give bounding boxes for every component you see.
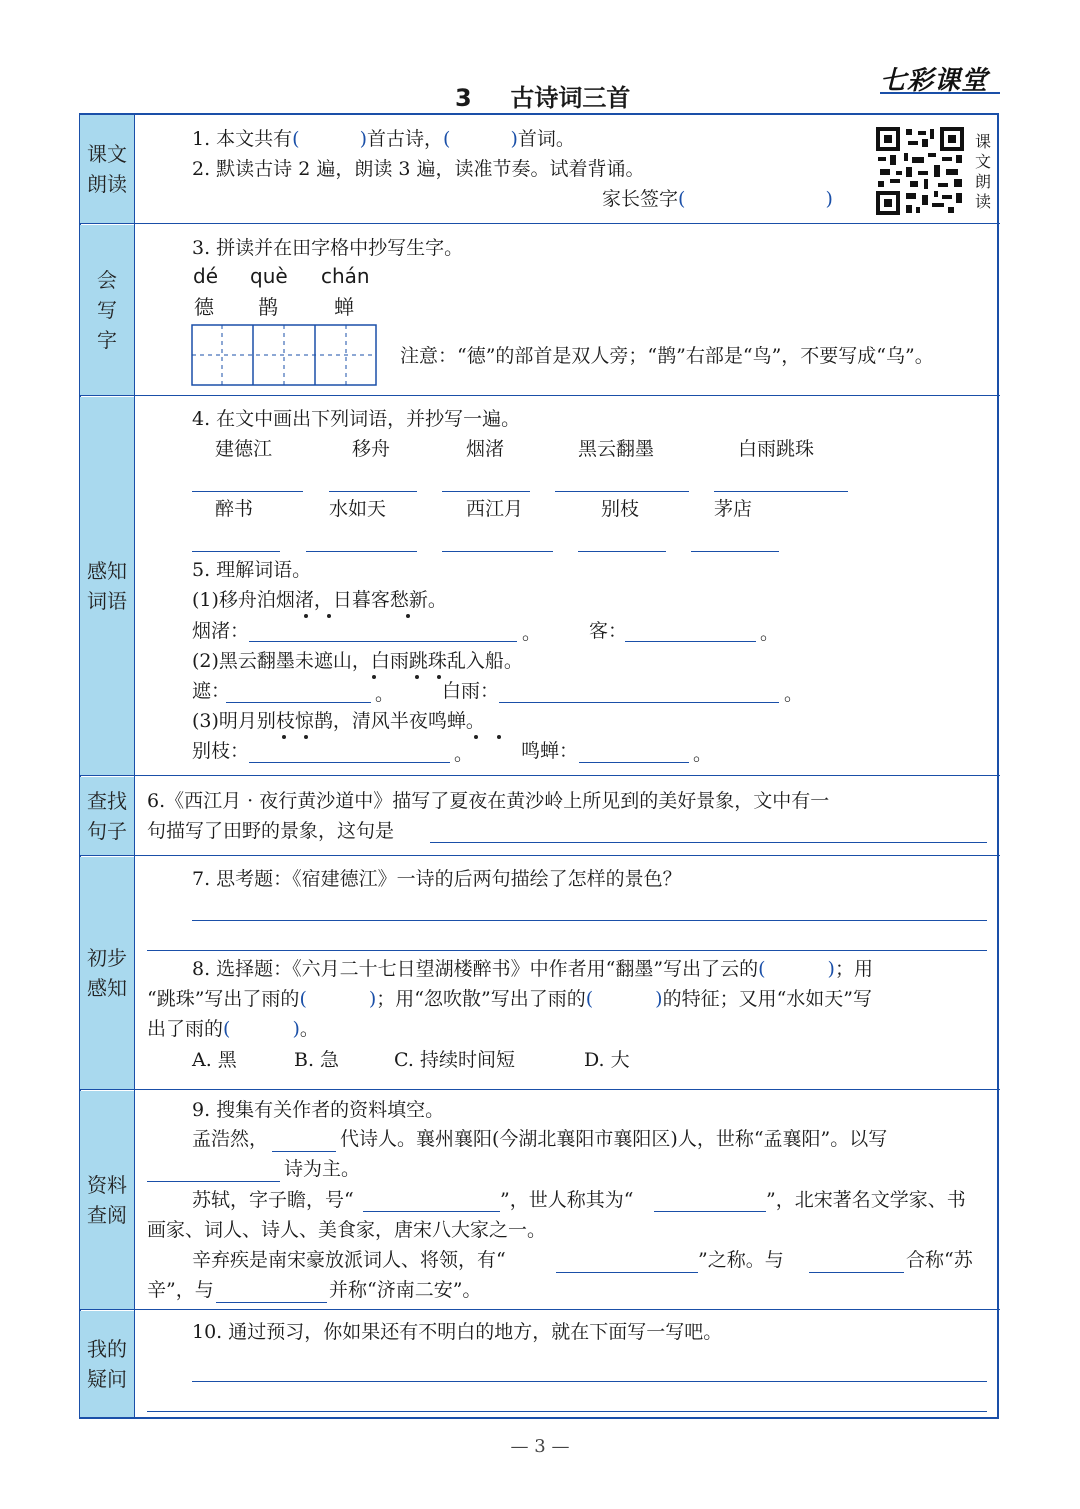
q9-line: 9. 搜集有关作者的资料填空。: [192, 1099, 445, 1121]
q8-line-2: “跳珠”写出了雨的( )；用“忽吹散”写出了雨的( )的特征；又用“水如天”写: [147, 988, 872, 1010]
answer-blank[interactable]: [249, 762, 450, 763]
answer-blank[interactable]: [216, 1302, 327, 1303]
answer-blank[interactable]: [499, 702, 779, 703]
q6-line-2: 句描写了田野的景象，这句是: [147, 820, 395, 842]
q8-line-3: 出了雨的( )。: [147, 1018, 319, 1040]
lesson-title: 古诗词三首: [510, 84, 631, 112]
answer-blank[interactable]: [226, 702, 371, 703]
section-label-perception: 初步 感知: [80, 857, 134, 1089]
copy-blank[interactable]: [555, 491, 689, 492]
emphasis-dot: [327, 614, 331, 618]
emphasis-dot: [304, 735, 308, 739]
word: 西江月: [466, 498, 524, 520]
emphasis-dot: [282, 735, 286, 739]
word: 黑云翻墨: [578, 438, 655, 460]
tianzige-grid[interactable]: [191, 324, 377, 386]
q9-xin-2b: 并称“济南二安”。: [329, 1279, 482, 1301]
q9-meng-1a: 孟浩然，: [192, 1128, 269, 1150]
q4-line: 4. 在文中画出下列词语，并抄写一遍。: [192, 408, 521, 430]
page-title: [455, 78, 630, 113]
parent-signature-line[interactable]: 家长签字( ): [602, 188, 833, 210]
divider: [80, 1089, 1000, 1090]
lesson-number: 3: [455, 84, 472, 112]
word: 水如天: [329, 498, 387, 520]
page-number: — 3 —: [510, 1436, 570, 1457]
q8-option-c[interactable]: C. 持续时间短: [394, 1049, 515, 1071]
copy-blank[interactable]: [442, 491, 530, 492]
copy-blank[interactable]: [329, 491, 417, 492]
q5-label: 客：: [589, 620, 628, 642]
copy-blank[interactable]: [578, 551, 666, 552]
q5-label: 鸣蝉：: [521, 740, 579, 762]
word: 烟渚: [466, 438, 505, 460]
answer-line[interactable]: [147, 950, 987, 951]
q5-label: 别枝：: [192, 740, 250, 762]
copy-blank[interactable]: [714, 491, 848, 492]
q8-line-1: 8. 选择题：《六月二十七日望湖楼醉书》中作者用“翻墨”写出了云的( )；用: [192, 958, 873, 980]
q1-line: 1. 本文共有( )首古诗，( )首词。: [192, 128, 575, 150]
copy-blank[interactable]: [192, 491, 303, 492]
word: 茅店: [714, 498, 753, 520]
brand-text: 七彩课堂: [880, 66, 989, 96]
q8-option-b[interactable]: B. 急: [294, 1049, 340, 1071]
emphasis-dot: [415, 675, 419, 679]
copy-blank[interactable]: [306, 551, 417, 552]
divider: [80, 1309, 1000, 1310]
answer-line[interactable]: [192, 920, 987, 921]
answer-blank[interactable]: [272, 1151, 336, 1152]
q7-line: 7. 思考题：《宿建德江》一诗的后两句描绘了怎样的景色？: [192, 868, 682, 890]
q5-sentence-1: (1)移舟泊烟渚，日暮客愁新。: [192, 589, 447, 611]
q9-xin-2a: 辛”，与: [147, 1279, 214, 1301]
answer-line[interactable]: [192, 1381, 987, 1382]
answer-line[interactable]: [147, 1411, 987, 1412]
q5-period: 。: [760, 622, 780, 644]
pinyin-que: què: [250, 264, 288, 288]
label-column-divider: [134, 115, 135, 1417]
q9-su-1a: 苏轼，字子瞻，号“: [192, 1189, 354, 1211]
pinyin-de: dé: [193, 264, 218, 288]
q5-label: 遮：: [192, 680, 231, 702]
answer-blank[interactable]: [556, 1272, 698, 1273]
q9-su-2: 画家、词人、诗人、美食家，唐宋八大家之一。: [147, 1219, 547, 1241]
q10-line: 10. 通过预习，你如果还有不明白的地方，就在下面写一写吧。: [192, 1321, 723, 1343]
answer-blank[interactable]: [363, 1211, 500, 1212]
answer-blank[interactable]: [654, 1211, 766, 1212]
copy-blank[interactable]: [192, 551, 280, 552]
q2-line: 2. 默读古诗 2 遍，朗读 3 遍，读准节奏。试着背诵。: [192, 158, 645, 180]
section-label-words: 感知 词语: [80, 397, 134, 775]
emphasis-dot: [372, 675, 376, 679]
section-label-read: 课文 朗读: [80, 115, 134, 223]
emphasis-dot: [474, 735, 478, 739]
q9-xin-1c: 合称“苏: [906, 1249, 973, 1271]
word: 别枝: [601, 498, 640, 520]
q5-period: 。: [454, 743, 474, 765]
q8-option-a[interactable]: A. 黑: [192, 1049, 237, 1071]
answer-blank[interactable]: [809, 1272, 904, 1273]
q5-period: 。: [784, 683, 804, 705]
brand-logo: [880, 60, 1000, 96]
section-label-write-chars: 会 写 字: [80, 225, 134, 395]
q5-period: 。: [375, 683, 395, 705]
q5-label: 白雨：: [442, 680, 500, 702]
copy-blank[interactable]: [442, 551, 553, 552]
divider: [80, 775, 1000, 776]
q5-sentence-2: (2)黑云翻墨未遮山，白雨跳珠乱入船。: [192, 650, 523, 672]
qr-code-icon[interactable]: [876, 127, 964, 215]
word: 白雨跳珠: [738, 438, 815, 460]
emphasis-dot: [497, 735, 501, 739]
q9-meng-1b: 代诗人。襄州襄阳(今湖北襄阳市襄阳区)人，世称“孟襄阳”。以写: [340, 1128, 888, 1150]
pinyin-chan: chán: [321, 264, 370, 288]
q9-meng-2: 诗为主。: [284, 1158, 361, 1180]
q3-note: 注意：“德”的部首是双人旁；“鹊”右部是“鸟”，不要写成“乌”。: [400, 345, 934, 367]
q9-xin-1b: ”之称。与: [698, 1249, 784, 1271]
qr-caption: 课 文 朗 读: [974, 132, 991, 211]
q8-option-d[interactable]: D. 大: [584, 1049, 630, 1071]
hanzi-chan: 蝉: [334, 295, 354, 319]
answer-blank[interactable]: [625, 641, 756, 642]
q5-sentence-3: (3)明月别枝惊鹊，清风半夜鸣蝉。: [192, 710, 485, 732]
emphasis-dot: [437, 675, 441, 679]
hanzi-que: 鹊: [258, 295, 278, 319]
section-label-questions: 我的 疑问: [80, 1311, 134, 1417]
divider: [80, 855, 1000, 856]
copy-blank[interactable]: [691, 551, 779, 552]
emphasis-dot: [304, 614, 308, 618]
q9-su-1c: ”，北宋著名文学家、书: [766, 1189, 966, 1211]
q3-line: 3. 拼读并在田字格中抄写生字。: [192, 237, 464, 259]
q6-line-1: 6.《西江月 · 夜行黄沙道中》描写了夏夜在黄沙岭上所见到的美好景象，文中有一: [147, 790, 830, 812]
q9-su-1b: ”，世人称其为“: [500, 1189, 634, 1211]
hanzi-de: 德: [194, 295, 214, 319]
divider: [80, 223, 1000, 224]
word: 醉书: [215, 498, 254, 520]
word: 建德江: [215, 438, 273, 460]
divider: [80, 395, 1000, 396]
section-label-sentences: 查找 句子: [80, 777, 134, 855]
q5-period: 。: [522, 622, 542, 644]
q5-line: 5. 理解词语。: [192, 559, 312, 581]
answer-blank[interactable]: [147, 1181, 280, 1182]
word: 移舟: [352, 438, 391, 460]
emphasis-dot: [406, 614, 410, 618]
q5-label: 烟渚：: [192, 620, 250, 642]
answer-blank[interactable]: [249, 641, 517, 642]
answer-blank[interactable]: [579, 762, 689, 763]
q9-xin-1a: 辛弃疾是南宋豪放派词人、将领，有“: [192, 1249, 506, 1271]
answer-blank[interactable]: [430, 842, 987, 843]
q5-period: 。: [693, 743, 713, 765]
section-label-research: 资料 查阅: [80, 1091, 134, 1309]
